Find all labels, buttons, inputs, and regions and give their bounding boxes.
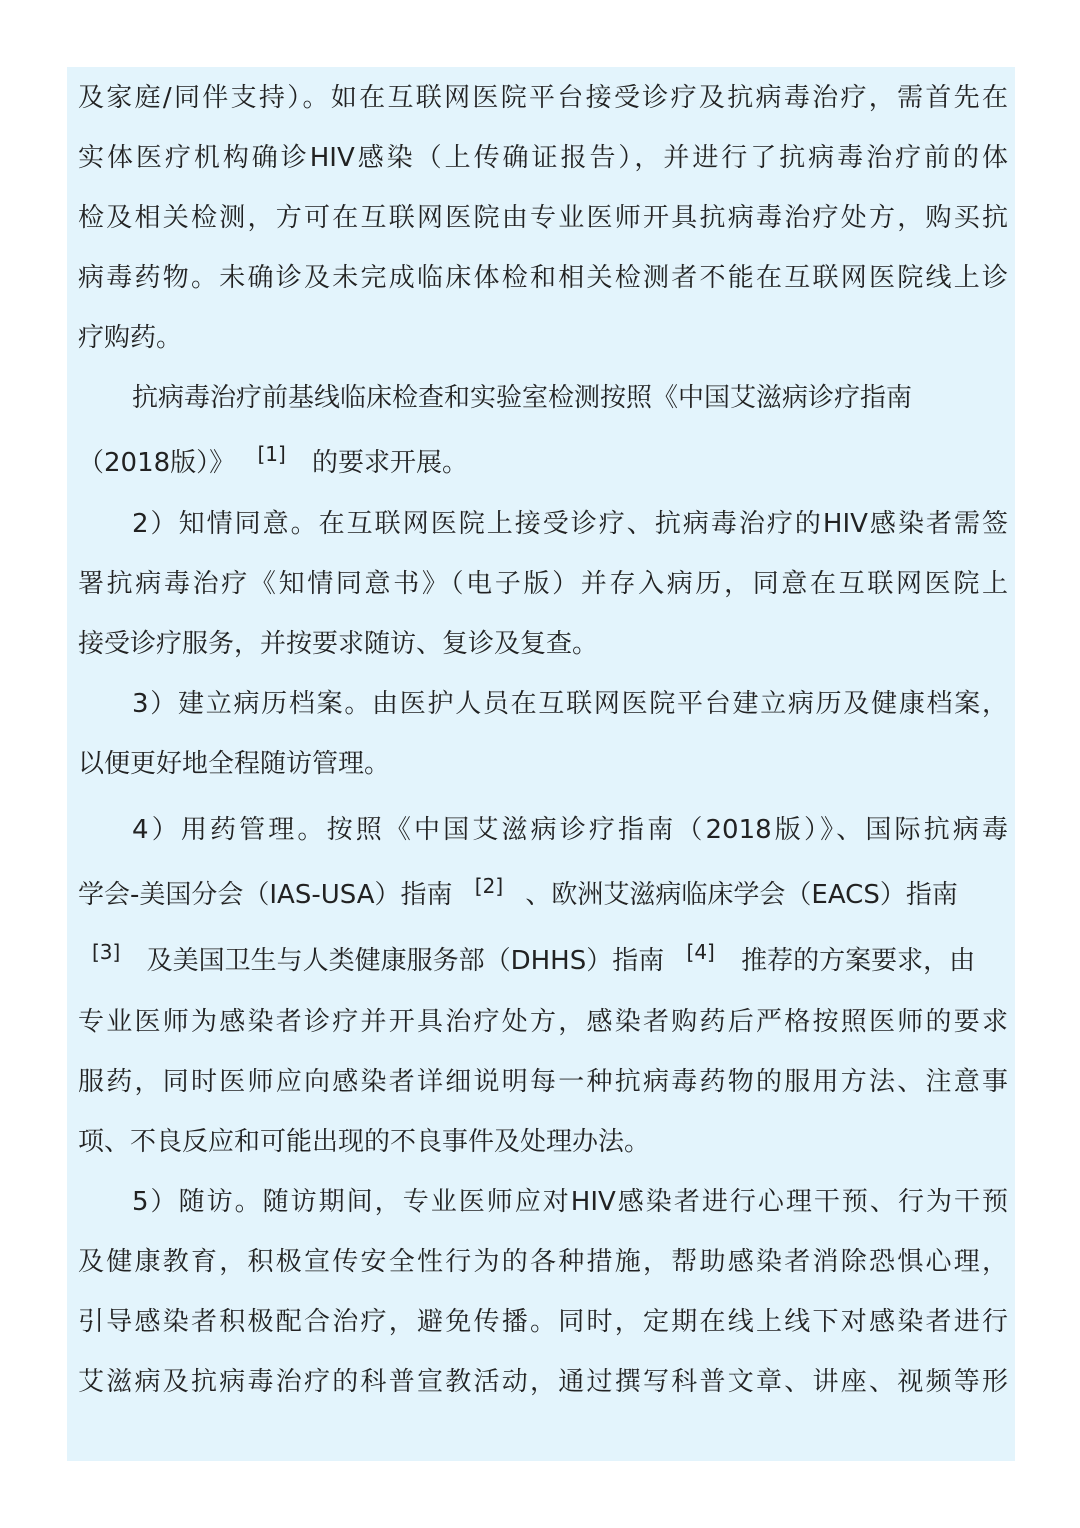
paragraph-2 [78, 494, 1008, 674]
text-line: 5）随访。随访期间，专业医师应对HIV感染者进行心理干预、行为干预 [132, 1187, 1008, 1217]
text-line: 专业医师为感染者诊疗并开具治疗处方，感染者购药后严格按照医师的要求 [78, 1007, 1008, 1037]
paragraph-1 [78, 368, 1008, 494]
citation-ref: [1] [257, 442, 286, 466]
text-line: 引导感染者积极配合治疗，避免传播。同时，定期在线上线下对感染者进行 [78, 1307, 1008, 1337]
text-segment: 、欧洲艾滋病临床学会（EACS）指南 [525, 880, 958, 910]
text-line: 署抗病毒治疗《知情同意书》（电子版）并存入病历，同意在互联网医院上 [78, 569, 1008, 599]
text-line: 3）建立病历档案。由医护人员在互联网医院平台建立病历及健康档案， [132, 689, 1008, 719]
paragraph-5 [78, 1172, 1008, 1412]
text-segment: 的要求开展。 [312, 448, 469, 478]
text-line: 及家庭/同伴支持）。如在互联网医院平台接受诊疗及抗病毒治疗，需首先在 [78, 83, 1008, 113]
text-segment: 推荐的方案要求，由 [741, 946, 976, 976]
citation-ref: [3] [92, 940, 121, 964]
text-line: 艾滋病及抗病毒治疗的科普宣教活动，通过撰写科普文章、讲座、视频等形 [78, 1367, 1008, 1397]
citation-ref: [4] [686, 940, 715, 964]
text-line: 疗购药。 [78, 323, 183, 353]
text-line: 病毒药物。未确诊及未完成临床体检和相关检测者不能在互联网医院线上诊 [78, 263, 1008, 293]
paragraph-0 [78, 68, 1008, 368]
paragraph-4 [78, 800, 1008, 1172]
text-segment: 学会-美国分会（IAS-USA）指南 [78, 880, 453, 910]
text-segment: 及美国卫生与人类健康服务部（DHHS）指南 [146, 946, 665, 976]
text-line: 接受诊疗服务，并按要求随访、复诊及复查。 [78, 629, 599, 659]
text-line: 抗病毒治疗前基线临床检查和实验室检测按照《中国艾滋病诊疗指南 [132, 383, 913, 413]
text-line: 以便更好地全程随访管理。 [78, 749, 391, 779]
text-line: 服药，同时医师应向感染者详细说明每一种抗病毒药物的服用方法、注意事 [78, 1067, 1008, 1097]
text-line: 及健康教育，积极宣传安全性行为的各种措施，帮助感染者消除恐惧心理， [78, 1247, 1008, 1277]
text-line: 项、不良反应和可能出现的不良事件及处理办法。 [78, 1127, 651, 1157]
paragraph-3 [78, 674, 1008, 794]
text-line: 实体医疗机构确诊HIV感染（上传确证报告），并进行了抗病毒治疗前的体 [78, 143, 1008, 173]
text-line [78, 926, 1008, 992]
text-line: 2）知情同意。在互联网医院上接受诊疗、抗病毒治疗的HIV感染者需签 [132, 509, 1008, 539]
text-line [78, 860, 1008, 926]
citation-ref: [2] [474, 874, 504, 898]
text-segment: （2018版）》 [78, 448, 236, 478]
document-body [78, 68, 1008, 1412]
text-line: 4）用药管理。按照《中国艾滋病诊疗指南（2018版）》、国际抗病毒 [132, 815, 1008, 845]
text-line [78, 428, 1008, 494]
text-line: 检及相关检测，方可在互联网医院由专业医师开具抗病毒治疗处方，购买抗 [78, 203, 1008, 233]
